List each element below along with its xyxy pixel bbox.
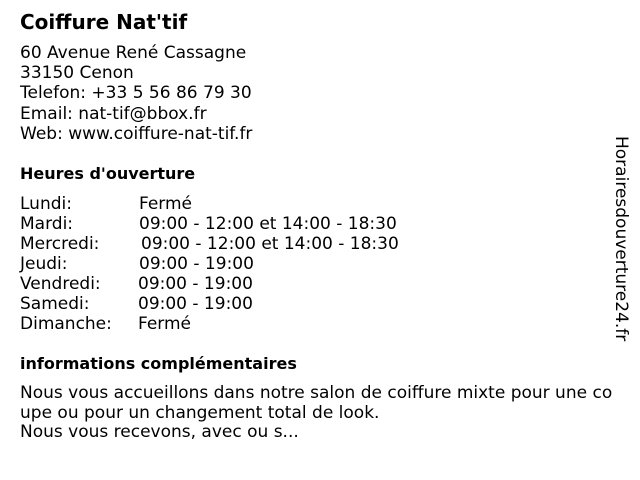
contact-block xyxy=(20,43,252,144)
day-hours: 09:00 - 12:00 et 14:00 - 18:30 xyxy=(139,214,397,234)
email-text: Email: nat-tif@bbox.fr xyxy=(20,103,207,124)
day-hours: 09:00 - 19:00 xyxy=(139,254,254,274)
day-label: Jeudi: xyxy=(20,254,68,274)
day-hours: Fermé xyxy=(138,314,192,334)
day-hours: Fermé xyxy=(139,194,193,214)
info-line: Nous vous accueillons dans notre salon de coiffure mixte pour une co xyxy=(20,383,613,403)
day-label: Mardi: xyxy=(20,214,74,234)
web-text: Web: www.coiffure-nat-tif.fr xyxy=(20,123,253,144)
opening-hours-heading: Heures d'ouverture xyxy=(20,164,196,183)
day-hours: 09:00 - 12:00 et 14:00 - 18:30 xyxy=(141,234,399,254)
address-street: 60 Avenue René Cassagne xyxy=(20,43,247,63)
site-watermark: Horairesdouverture24.fr xyxy=(611,136,631,342)
business-name: Coiffure Nat'tif xyxy=(20,10,188,34)
day-hours: 09:00 - 19:00 xyxy=(138,294,253,314)
day-hours: 09:00 - 19:00 xyxy=(138,274,253,294)
day-label: Dimanche: xyxy=(20,314,112,334)
address-city: 33150 Cenon xyxy=(20,63,134,84)
day-label: Samedi: xyxy=(20,294,90,314)
day-label: Mercredi: xyxy=(20,234,100,254)
info-line: Nous vous recevons, avec ou s... xyxy=(20,422,299,442)
additional-info-text xyxy=(20,384,630,443)
day-label: Lundi: xyxy=(20,194,72,214)
additional-info-heading: informations complémentaires xyxy=(20,354,297,373)
info-line: upe ou pour un changement total de look. xyxy=(20,402,380,423)
day-label: Vendredi: xyxy=(20,274,101,294)
phone-text: Telefon: +33 5 56 86 79 30 xyxy=(20,83,252,104)
